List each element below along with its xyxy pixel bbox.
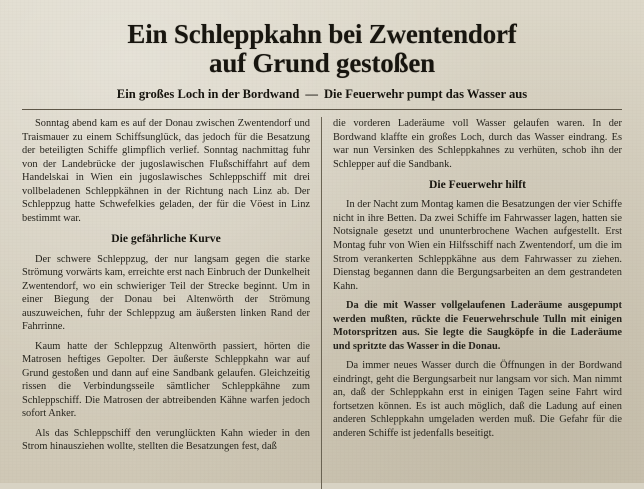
paragraph: In der Nacht zum Montag kamen die Besatzungen der vier Schiffe nicht in ihre Betten. Da zwei Schiffe im Fahrwasser lagen, hatten sie Notsignale gesetzt und ununterbrochene Wachen aufgestellt. Erst Montag fuhr von Wien ein Hilfsschiff nach Zwentendorf, um die im Strom verankerten Schleppkähne aus dem Fahrwasser zu ziehen. Dienstag begannen dann die Bergungsarbeiten an dem gestrandeten Kahn.	[333, 199, 622, 292]
column-right	[322, 117, 622, 489]
section-heading-die-feuerwehr-hilft: Die Feuerwehr hilft	[428, 178, 527, 192]
column-left	[22, 117, 322, 489]
headline-line-1: Ein Schleppkahn bei Zwentendorf	[127, 19, 517, 49]
paragraph: Kaum hatte der Schleppzug Altenwörth passiert, hörten die Matrosen heftiges Gepolter. Der äußerste Schleppkahn war auf Grund gestoßen und dann auf eine Sandbank gelaufen. Gleichzeitig rissen die Verbindungsseile sämtlicher Schleppkähne zum Schleppschiff. Die Matrosen der abtreibenden Kähne warfen jedoch sofort Anker.	[22, 340, 310, 420]
header-divider	[22, 109, 622, 110]
paragraph: Sonntag abend kam es auf der Donau zwischen Zwentendorf und Traismauer zu einem Schiffsunglück, das jedoch für die Besatzung der beteiligten Schiffe glimpflich verlief. Sonntag nachmittag fuhr von der Landebrücke der jugoslawischen Flußschiffahrt auf dem Handelskai in Wien ein jugoslawisches Schleppschiff mit drei vollbeladenen Schleppkähnen in der Richtung nach Linz ab. Der Schleppzug hatte Schwefelkies geladen, der für die Vöest in Linz bestimmt war.	[22, 118, 310, 224]
section-heading-die-gefaehrliche-kurve: Die gefährliche Kurve	[111, 232, 221, 246]
paragraph: die vorderen Laderäume voll Wasser gelaufen waren. In der Bordwand klaffte ein großes Loch, durch das Wasser eindrang. Es war nun Versinken des Schleppkahnes zu verhüten, schob ihn der Schlepper auf die Sandbank.	[333, 118, 622, 170]
subheadline-dash: —	[305, 87, 318, 102]
subheadline	[22, 87, 622, 102]
article-columns	[22, 117, 622, 489]
subheadline-left: Ein großes Loch in der Bordwand	[116, 87, 300, 102]
paragraph: Als das Schleppschiff den verunglückten Kahn wieder in den Strom hinausziehen wollte, stellten die Besatzungen fest, daß	[22, 427, 310, 453]
subheadline-right: Die Feuerwehr pumpt das Wasser aus	[323, 87, 528, 102]
paragraph: Der schwere Schleppzug, der nur langsam gegen die starke Strömung vorwärts kam, erreichte erst nach Einbruch der Dunkelheit Zwentendorf, wo ein schwieriger Teil der Strecke beginnt. Um in einer Biegung der Donau bei Altenwörth der Strömung auszuweichen, fuhr der Schleppzug am äußersten linken Rand der Fahrrinne.	[22, 253, 310, 333]
page-title	[22, 20, 622, 78]
paragraph: Da immer neues Wasser durch die Öffnungen in der Bordwand eindringt, geht die Bergungsarbeit nur langsam vor sich. Man nimmt an, daß der Schleppkahn erst in einigen Tagen seine Fahrt wird fortsetzen können. Es ist auch möglich, daß die Ladung auf einen anderen Schleppkahn umgeladen werden muß. Die Gefahr für die anderen Schiffe ist jedenfalls beseitigt.	[333, 360, 622, 439]
paragraph-bold: Da die mit Wasser vollgelaufenen Laderäume ausgepumpt werden mußten, rückte die Feuerwehrschule Tulln mit einigen Motorspritzen aus. Sie legte die Saugköpfe in die Laderäume und spritzte das Wasser in die Donau.	[333, 300, 622, 352]
headline-line-2: auf Grund gestoßen	[209, 48, 435, 79]
